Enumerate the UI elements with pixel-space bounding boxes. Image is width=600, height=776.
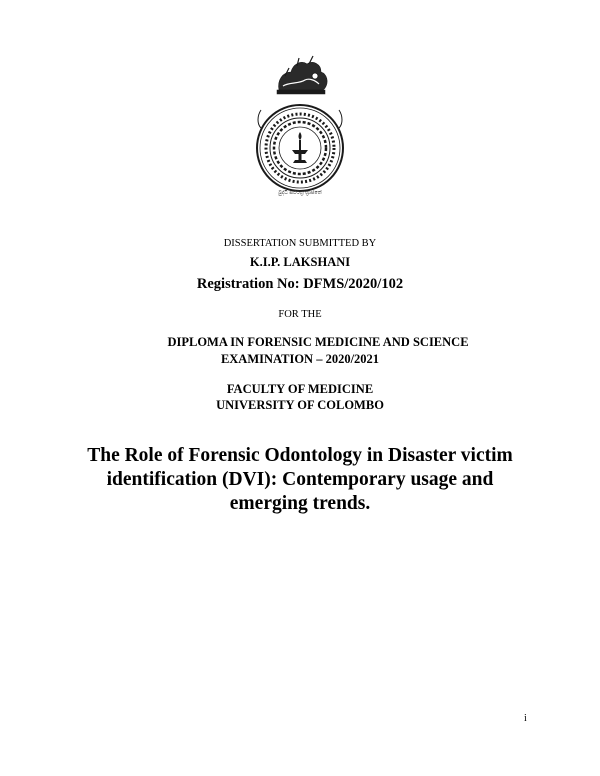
dissertation-title [60, 444, 540, 516]
lion-emblem-icon [277, 56, 327, 94]
diploma-line-2: EXAMINATION – 2020/2021 [220, 352, 380, 366]
faculty-name: FACULTY OF MEDICINE [226, 382, 374, 396]
submitted-by-label: DISSERTATION SUBMITTED BY [223, 238, 377, 249]
registration-number: Registration No: DFMS/2020/102 [196, 276, 404, 292]
diploma-line-1: DIPLOMA IN FORENSIC MEDICINE AND SCIENCE [167, 335, 469, 349]
author-name: K.I.P. LAKSHANI [249, 255, 351, 269]
university-name: UNIVERSITY OF COLOMBO [216, 398, 384, 412]
university-crest-icon [249, 50, 351, 200]
title-line-2: identification (DVI): Contemporary usage and [106, 469, 494, 490]
for-label: FOR THE [278, 309, 322, 320]
title-line-1: The Role of Forensic Odontology in Disaster victim [87, 445, 513, 466]
crest-motto: බුද්ධි සර්වත්‍ර භ්‍රාජතේ [278, 190, 322, 196]
title-line-3: emerging trends. [229, 493, 371, 514]
page-number: i [524, 713, 527, 724]
